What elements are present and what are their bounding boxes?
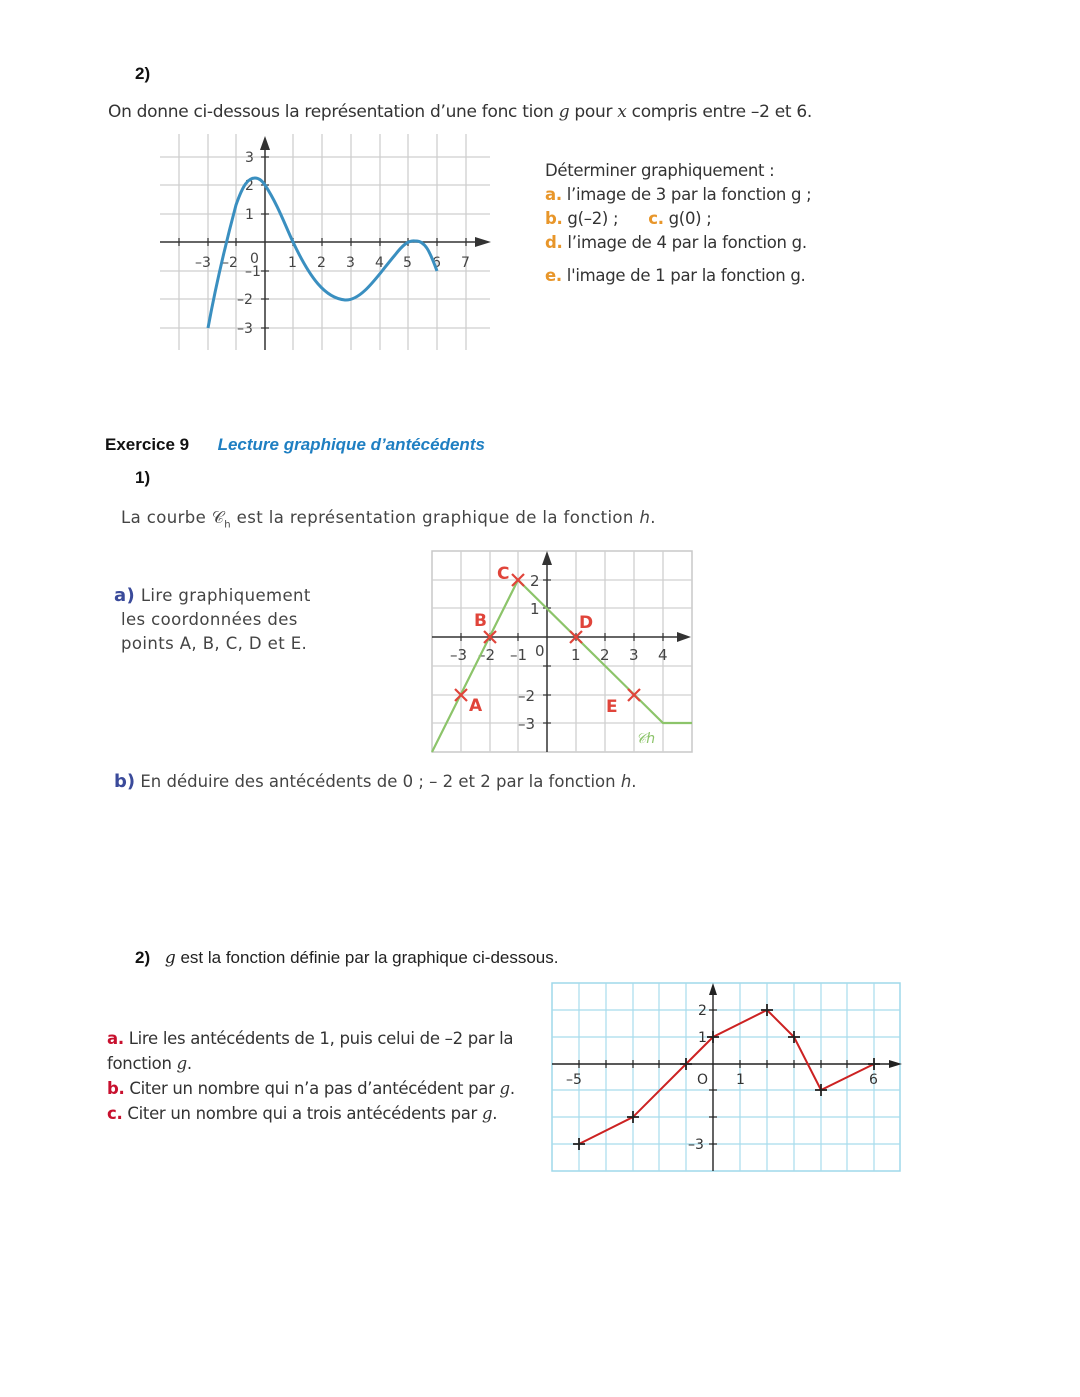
svg-text:2: 2 (530, 572, 540, 590)
task-e-text: l'image de 1 par la fonction g. (561, 266, 806, 285)
svg-text:–3: –3 (195, 255, 211, 271)
svg-text:–1: –1 (510, 646, 528, 664)
intro-var-x: x (617, 102, 627, 122)
svg-text:3: 3 (245, 150, 254, 166)
label-a: a) (114, 585, 136, 606)
task-c-text: g(0) ; (663, 209, 712, 228)
intro-text: est la représentation graphique de la fonction (231, 508, 640, 527)
task-list-g (545, 159, 811, 288)
svg-text:2: 2 (245, 178, 254, 194)
intro-text: pour (569, 102, 618, 122)
task-d (545, 231, 811, 255)
part2-number: 2) (135, 948, 151, 967)
point-label-b: B (474, 611, 487, 631)
svg-text:7: 7 (461, 255, 470, 271)
label-b: b) (114, 771, 136, 792)
task-b-var: h (620, 772, 632, 791)
task-a-text: Lire les antécédents de 1, puis celui de –2 par la (123, 1029, 514, 1048)
svg-text:–3: –3 (518, 715, 536, 733)
label-c: c. (648, 209, 664, 228)
task-b-text: . (509, 1079, 515, 1098)
task-a (545, 183, 811, 207)
svg-text:4: 4 (658, 646, 668, 664)
task-c-var: g (481, 1104, 493, 1123)
svg-text:1: 1 (530, 600, 540, 618)
intro-text: On donne ci-dessous la représentation d’une fonc tion (108, 102, 559, 122)
task-a-text: l’image de 3 par la fonction g ; (561, 185, 812, 204)
exercise-title: Exercice 9 (105, 435, 190, 454)
task-a-var: g (176, 1054, 187, 1073)
svg-text:0: 0 (250, 251, 259, 267)
svg-text:1: 1 (571, 646, 581, 664)
svg-text:–5: –5 (566, 1072, 582, 1088)
svg-text:1: 1 (288, 255, 297, 271)
svg-text:–3: –3 (237, 321, 253, 337)
graph-g-curve (150, 130, 500, 355)
task-a-line: Lire graphiquement (135, 586, 311, 605)
task-b-text: En déduire des antécédents de 0 ; – 2 et 2 par la fonction (135, 772, 621, 791)
curve-subscript: h (224, 519, 232, 531)
svg-text:–3: –3 (688, 1137, 704, 1153)
part2-var-g: g (164, 948, 176, 968)
question-number: 2) (135, 64, 151, 83)
point-label-e: E (606, 697, 618, 717)
part2-intro (135, 948, 558, 968)
task-b-text: . (631, 772, 637, 791)
svg-text:–2: –2 (237, 292, 253, 308)
svg-text:–2: –2 (222, 255, 238, 271)
intro-var-h: h (639, 508, 651, 527)
part1-intro (121, 508, 656, 530)
label-a: a. (545, 185, 562, 204)
svg-text:1: 1 (736, 1072, 745, 1088)
label-a: a. (107, 1029, 124, 1048)
task-d-text: l’image de 4 par la fonction g. (562, 233, 807, 252)
task-a-text: fonction (107, 1054, 177, 1073)
svg-text:6: 6 (432, 255, 441, 271)
part1-number: 1) (135, 468, 151, 487)
label-b: b. (545, 209, 563, 228)
svg-text:4: 4 (375, 255, 384, 271)
task-c-text: . (492, 1104, 498, 1123)
part2-tasks (107, 1026, 547, 1126)
svg-text:–3: –3 (450, 646, 468, 664)
point-label-a: A (469, 696, 483, 716)
svg-text:2: 2 (698, 1003, 707, 1019)
intro-text: compris entre –2 et 6. (626, 102, 812, 122)
label-b: b. (107, 1079, 125, 1098)
part2-intro-text: est la fonction définie par la graphique ci-dessous. (175, 948, 559, 967)
part1-task-b (114, 771, 637, 792)
point-label-c: C (497, 564, 510, 584)
point-label-d: D (579, 613, 594, 633)
task-b-text: g(–2) ; (562, 209, 619, 228)
svg-text:𝒞h: 𝒞h (636, 731, 656, 747)
graph-h-curve (428, 547, 698, 759)
svg-text:6: 6 (869, 1072, 878, 1088)
task-a-text: . (186, 1054, 192, 1073)
task-b-text: Citer un nombre qui n’a pas d’antécédent par (124, 1079, 500, 1098)
exercise-subtitle: Lecture graphique d’antécédents (217, 435, 485, 454)
label-c: c. (107, 1104, 123, 1123)
svg-text:1: 1 (245, 207, 254, 223)
task-b-c (545, 207, 811, 231)
question-intro (108, 102, 812, 122)
exercise-heading (105, 435, 485, 455)
svg-text:0: 0 (535, 642, 545, 660)
graph-g-piecewise (548, 978, 908, 1178)
intro-text: La courbe 𝒞 (121, 508, 225, 527)
intro-text: . (650, 508, 656, 527)
svg-text:3: 3 (346, 255, 355, 271)
label-e: e. (545, 266, 562, 285)
svg-text:2: 2 (317, 255, 326, 271)
task-e (545, 264, 811, 288)
svg-text:–2: –2 (478, 646, 496, 664)
svg-text:–1: –1 (245, 264, 261, 280)
task-b-var: g (499, 1079, 510, 1098)
intro-var-g: g (558, 102, 570, 122)
task-c-text: Citer un nombre qui a trois antécédents par (122, 1104, 482, 1123)
task-heading: Déterminer graphiquement : (545, 161, 775, 180)
label-d: d. (545, 233, 563, 252)
svg-text:O: O (697, 1072, 709, 1088)
svg-text:–2: –2 (518, 687, 536, 705)
svg-text:3: 3 (629, 646, 639, 664)
task-a-line: points A, B, C, D et E. (121, 634, 308, 653)
svg-text:5: 5 (403, 255, 412, 271)
svg-text:2: 2 (600, 646, 610, 664)
part1-task-a (114, 584, 329, 656)
task-a-line: les coordonnées des (121, 610, 298, 629)
svg-text:1: 1 (698, 1030, 707, 1046)
